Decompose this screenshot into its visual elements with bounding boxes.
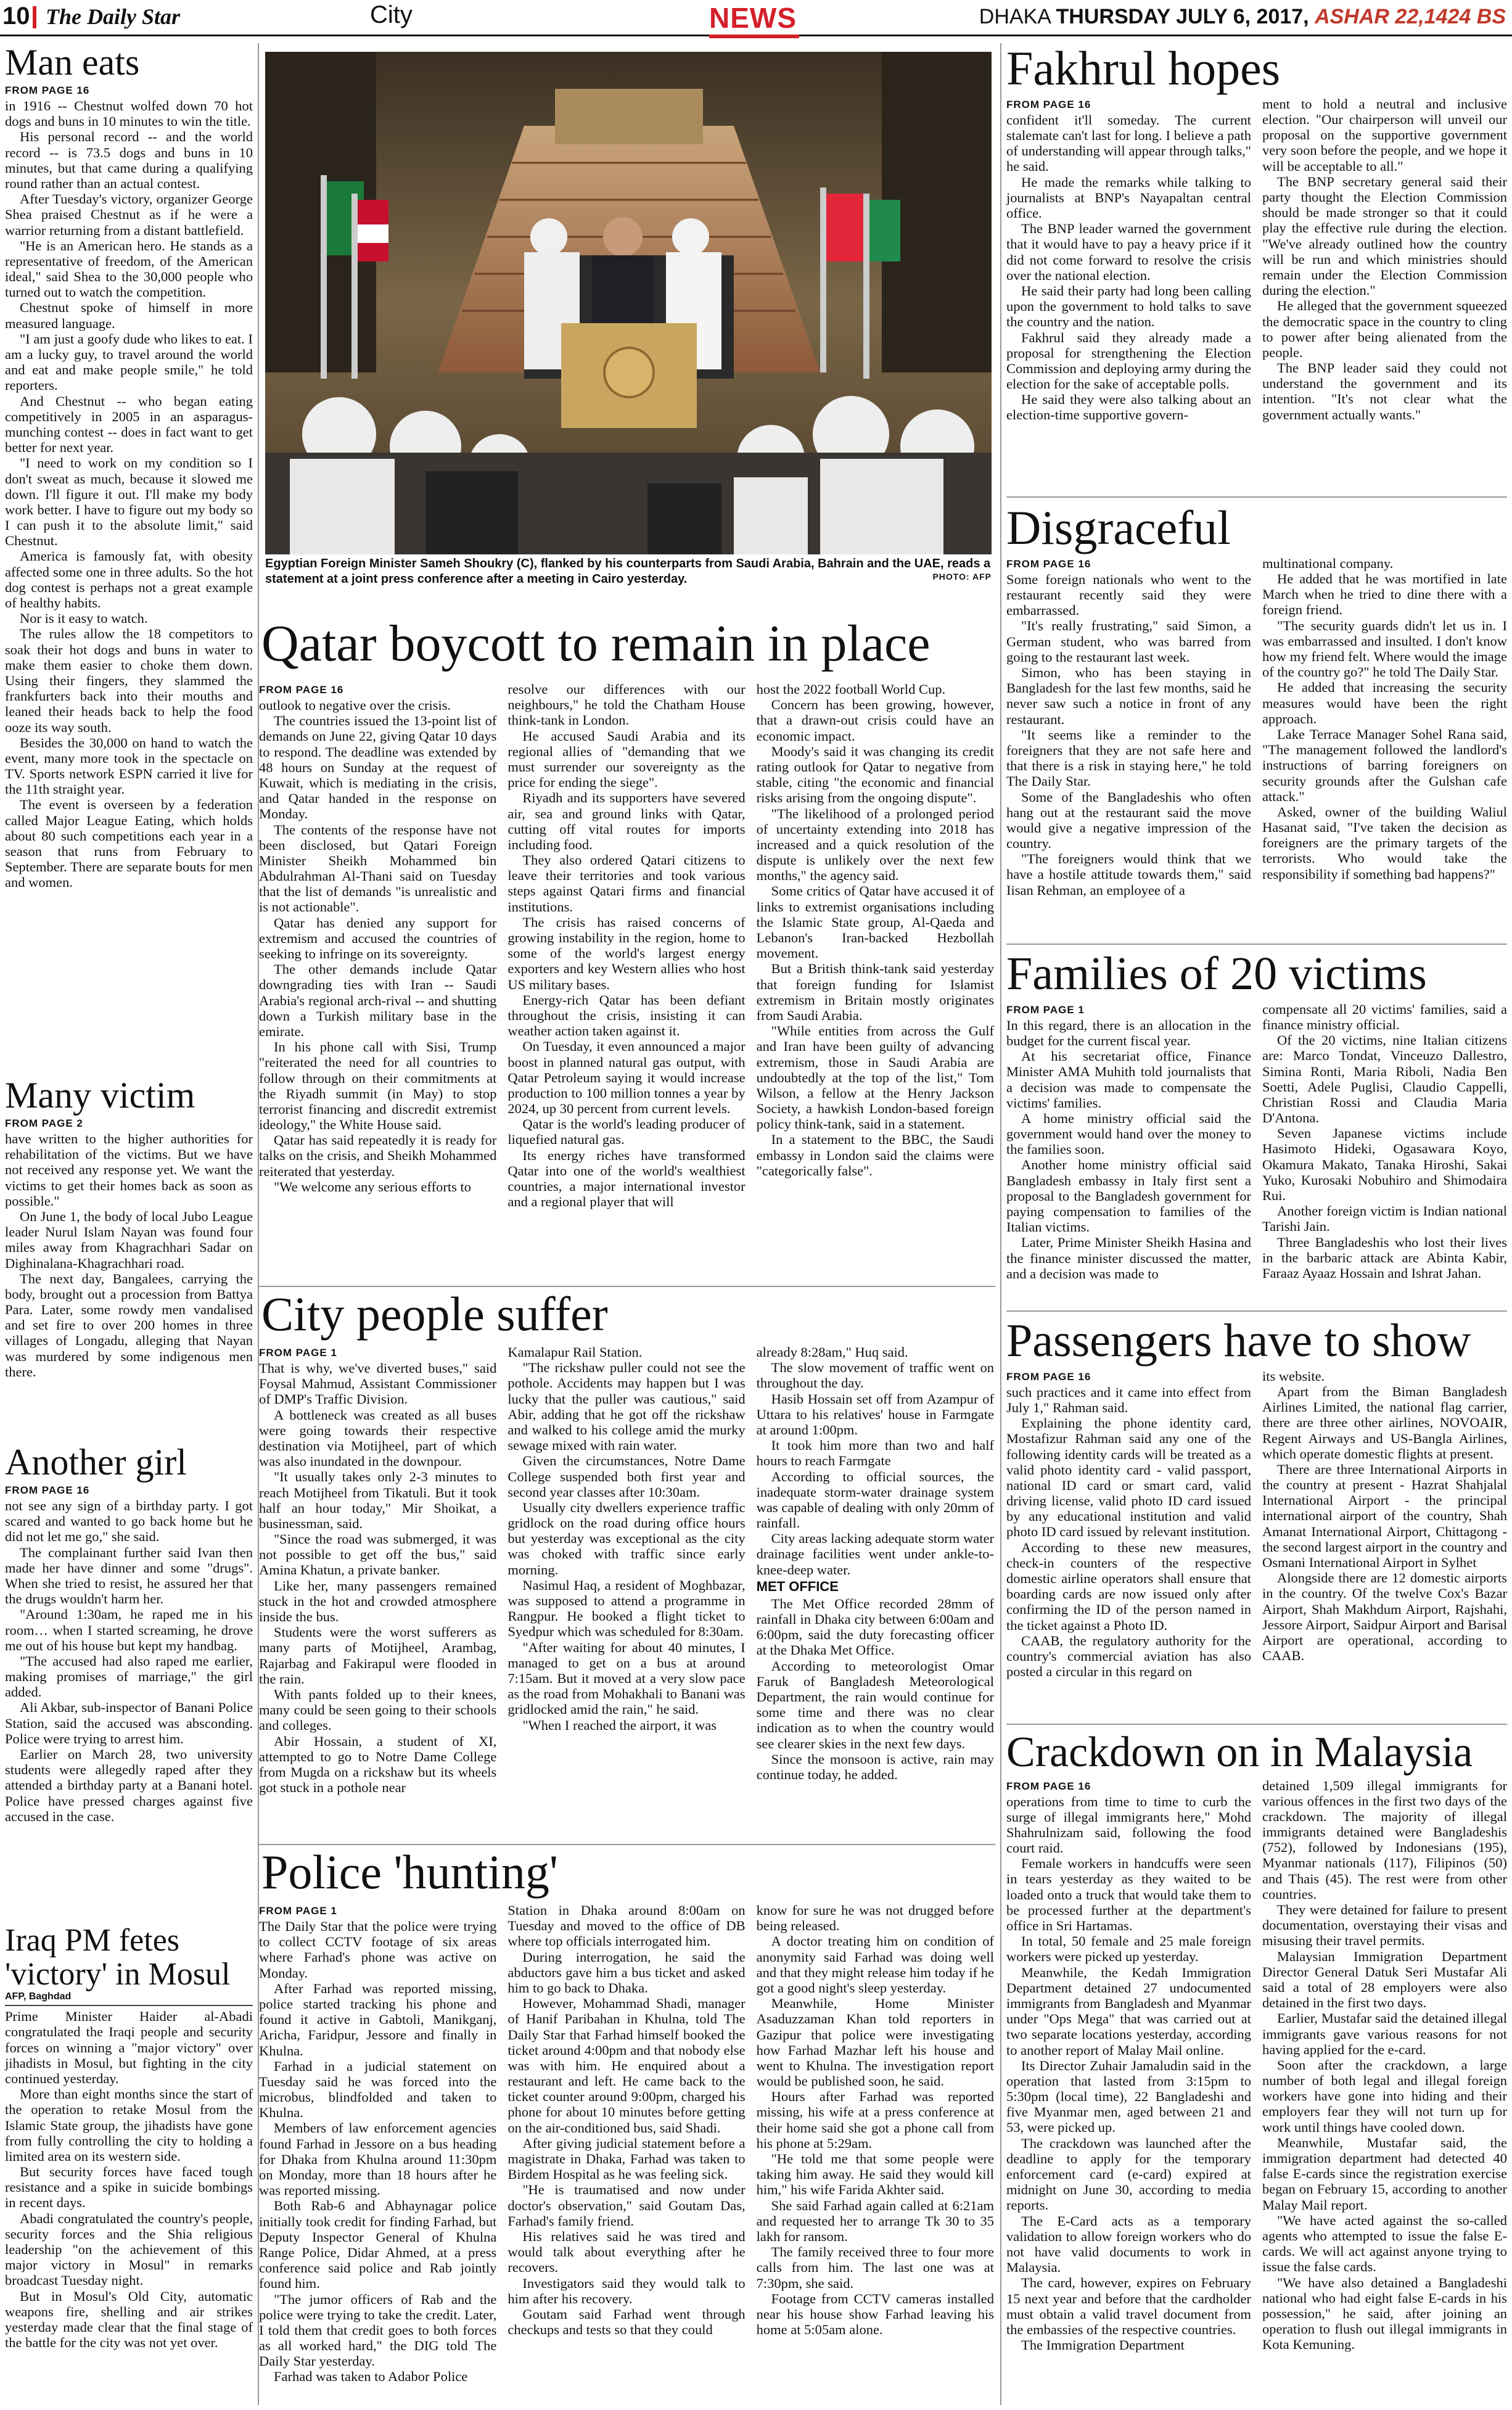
paragraph: City areas lacking adequate storm water drainage facilities went under ankle-to-knee-deep water. [756,1531,994,1577]
column [1262,1778,1507,2353]
paragraph: Some foreign nationals who went to the restaurant recently said they were embarrassed. [1006,571,1251,619]
paragraph: And Chestnut -- who began eating competitively in 2005 in an asparagus-munching contest -- does in fact want to get better for next year. [5,393,253,456]
column [757,1344,994,1577]
section-rule [1006,1310,1507,1312]
paragraph: In this regard, there is an allocation in the budget for the current fiscal year. [1006,1017,1251,1048]
paragraph: His personal record -- and the world record -- is 73.5 dogs and buns in 10 minutes, but that came during a qualifying round rather than an actual contest. [5,129,253,191]
column [1262,96,1507,422]
paragraph: The rules allow the 18 competitors to soak their hot dogs and buns in water to make them easier to choke them down. Using their fingers, they slammed the frankfurters back into their mouths and leaned their heads back to help the food ooze its way south. [5,626,253,735]
paragraph: Earlier, Mustafar said the detained illegal immigrants gave various reasons for not having applied for the e-card. [1262,2010,1507,2057]
column [259,1919,496,2385]
headline: City people suffer [261,1287,608,1341]
paragraph: But a British think-tank said yesterday that foreign funding for Islamist extremism in Britain mostly originates from Saudi Arabia. [756,961,994,1023]
paper-name: The Daily Star [46,4,181,29]
news-underline [709,35,799,38]
paragraph: Its Director Zuhair Jamaludin said in the operation that lasted from 3:15pm to 5:30pm (local time), 22 Bangladeshi and five Myanmar men, aged between 21 and 53, were picked up. [1006,2057,1251,2136]
story-city-people [259,1289,995,1339]
headline: Qatar boycott to remain in place [261,615,931,672]
headline: Families of 20 victims [1006,948,1427,1000]
story-disgraceful [1006,503,1507,898]
paragraph: have written to the higher authorities for rehabilitation of the victims. But we have not received any response yet. We want the victims to get their homes back as soon as possible." [5,1131,253,1209]
paragraph: compensate all 20 victims' families, said a finance ministry official. [1262,1001,1507,1032]
paragraph: Energy-rich Qatar has been defiant throughout the crisis, insisting it can weather action taken against it. [507,992,746,1039]
news-label: NEWS [709,2,797,34]
story-families [1006,950,1507,1281]
paragraph: its website. [1262,1368,1325,1384]
headline: Police 'hunting' [261,1845,558,1899]
paragraph: Besides the 30,000 on hand to watch the event, many more took in the spectacle on TV. Sports network ESPN carried it live for the 11th straight year. [5,734,253,797]
paragraph: He alleged that the government squeezed the democratic space in the country to cling to power after being alienated from the people. [1262,298,1507,360]
story-many-victim [5,1076,253,1380]
paragraph: multinational company. [1262,555,1394,571]
paragraph: The slow movement of traffic went on throughout the day. [756,1360,994,1391]
paragraph: He added that he was mortified in late March when he tried to dine there with a foreign friend. [1262,571,1507,618]
paragraph: The event is overseen by a federation called Major League Eating, which holds about 80 such competitions each year in a season that runs from February to September. There are separate bouts for men and women. [5,797,253,890]
section-rule [1006,496,1507,498]
paragraph: According to official sources, the inadequate storm-water drainage system was capable of dealing with only 20mm of rainfall. [756,1468,994,1531]
paragraph: They were detained for failure to present documentation, overstaying their visas and misusing their travel permits. [1262,1902,1507,1949]
paragraph: such practices and it came into effect from July 1," Rahman said. [1006,1384,1251,1415]
section-rule [1006,1724,1507,1725]
column [1006,1794,1251,2353]
from-page: FROM PAGE 1 [1006,1003,1085,1016]
paragraph: After Farhad was reported missing, police started tracking his phone and found it active in Gabtoli, Manikganj, Aricha, Faridpur, Jessore and finally in Khulna. [259,1980,497,2058]
paragraph: But security forces have faced tough resistance and a spike in suicide bombings in recent days. [5,2164,253,2211]
paragraph: During interrogation, he said the abductors gave him a bus ticket and asked him to go back to Dhaka. [507,1949,746,1996]
story-body [5,1131,253,1380]
paragraph: Alongside there are 12 domestic airports in the country. Of the twelve Cox's Bazar Airport, Shah Makhdum Airport, Rajshahi, Jessore Airport, Saidpur Airport and Barisal Airport are operational, according to CAAB. [1262,1570,1507,1664]
paragraph: In a statement to the BBC, the Saudi embassy in London said the claims were "categorically false". [756,1132,994,1178]
paragraph: "The rickshaw puller could not see the pothole. Accidents may happen but I was lucky that the puller was cautious," said Abir, adding that he got off the rickshaw and walked to his college amid the murky sewage mixed with rain water. [507,1360,746,1454]
headline: Another girl [5,1442,187,1483]
paragraph: In his phone call with Sisi, Trump "reiterated the need for all countries to follow through on their commitments at the Riyadh summit (in May) to stop terrorist financing and discredit extremist ideology," the White House said. [259,1039,497,1133]
headline: Iraq PM fetes 'victory' in Mosul [5,1923,231,1992]
paragraph: Ali Akbar, sub-inspector of Banani Police Station, said the accused was absconding. Police were trying to arrest him. [5,1700,253,1746]
paragraph: "The accused had also raped me earlier, making promises of marriage," the girl added. [5,1653,253,1700]
paragraph: The Daily Star that the police were trying to collect CCTV footage of six areas where Farhad's phone was active on Monday. [259,1919,497,1981]
paragraph: The other demands include Qatar downgrading ties with Iran -- Saudi Arabia's regional arch-rival -- and shutting down a Turkish military base in the emirate. [259,961,497,1039]
paragraph: "We have also detained a Bangladeshi national who had eight false E-cards in his possession," he said, after joining an operation to flush out illegal immigrants in Kota Kemuning. [1262,2274,1507,2353]
paragraph: It took him more than two and half hours to reach Farmgate [756,1437,994,1469]
column [1006,112,1251,423]
story-passengers [1006,1317,1507,1679]
photo-caption: Egyptian Foreign Minister Sameh Shoukry (C), flanked by his counterparts from Saudi Arabia, Bahrain and the UAE, reads a statement at a joint press conference after a meeting in Cairo yesterday. PHOTO: AFP [265,557,992,586]
from-page: FROM PAGE 16 [1006,1780,1091,1792]
paragraph: "It usually takes only 2-3 minutes to reach Motijheel from Tikatuli. But it took half an hour today," Mir Shoikat, a businessman, said. [259,1469,497,1531]
paragraph: According to these new measures, check-in counters of the respective domestic airline operators shall ensure that boarding cards are now issued only after confirming the ID of the person named in the ticket against a Photo ID. [1006,1539,1251,1633]
paragraph: Three Bangladeshis who lost their lives in the barbaric attack are Abinta Kabir, Faraaz Ayaaz Hossain and Ishrat Jahan. [1262,1234,1507,1281]
story-fakhrul [1006,43,1507,423]
paragraph: Investigators said they would talk to him after his recovery. [507,2275,746,2306]
paragraph: "He is an American hero. He stands as a representative of freedom, of the American ideal," said Shea to the 30,000 people who turned out to watch the competition. [5,237,253,300]
paragraph: Prime Minister Haider al-Abadi congratulated the Iraqi people and security forces on winning a "major victory" over jihadists in Mosul, but fighting in the city continued yesterday. [5,2009,253,2086]
paragraph: America is famously fat, with obesity affected some one in three adults. So the hot dog contest is perhaps not a great example of healthy habits. [5,548,253,611]
paragraph: "Since the road was submerged, it was not possible to get off the bus," said Amina Khatun, a private banker. [259,1531,497,1578]
paragraph: Riyadh and its supporters have severed air, sea and ground links with Qatar, cutting off vital routes for imports including food. [507,790,746,852]
paragraph: Kamalapur Rail Station. [507,1344,643,1360]
paragraph: operations from time to time to curb the surge of illegal immigrants here," Mohd Shahrulnizam said, following the food court raid. [1006,1793,1251,1856]
paragraph: Explaining the phone identity card, Mostafizur Rahman said any one of the following identity cards will be treated as a valid photo identity card - valid passport, national ID card or smart card, valid driving license, valid photo ID card issued by any educational institution and valid photo ID card issued by relevant institution. [1006,1415,1251,1540]
paragraph: CAAB, the regulatory authority for the country's commercial aviation has also posted a circular in this regard on [1006,1632,1251,1680]
column [757,681,994,1178]
paragraph: The contents of the response have not been disclosed, but Qatari Foreign Minister Sheikh Mohammed bin Abdulrahman Al-Thani said on Tuesday that the list of demands "is unrealistic and is not actionable". [259,821,497,915]
paragraph: Soon after the crackdown, a large number of both legal and illegal foreign workers have gone into hiding and their employers fear they will not turn up for work until things have cooled down. [1262,2057,1507,2135]
paragraph: A doctor treating him on condition of anonymity said Farhad was doing well and that they might release him today if he got a good night's sleep yesterday. [756,1933,994,1996]
column [1006,572,1251,898]
paragraph: The BNP leader warned the government that it would have to pay a heavy price if it did not come forward to resolve the crisis over the national election. [1006,221,1251,283]
story-qatar [259,617,995,671]
column [1262,556,1507,882]
paragraph: outlook to negative over the crisis. [259,697,451,713]
paragraph: His relatives said he was tired and would talk about everything after he recovers. [507,2228,746,2276]
paragraph: A bottleneck was created as all buses were going towards their respective destination via Motijheel, part of which was also inundated in the downpour. [259,1407,497,1470]
paragraph: Farhad was taken to Adabor Police [274,2369,468,2385]
paragraph: "He told me that some people were taking him away. He said they would kill him," his wife Farida Akhter said. [756,2151,994,2198]
paragraph: "The jumor officers of Rab and the police were trying to take the credit. Later, I told them that credit goes to both forces as all worked hard," the DIG told The Daily Star yesterday. [259,2291,497,2369]
paragraph: "The security guards didn't let us in. I was embarrassed and insulted. I don't know how my friend felt. Where would the image of the country go?" he told The Daily Star. [1262,617,1507,680]
paragraph: A home ministry official said the government would hand over the money to the families soon. [1006,1110,1251,1158]
paragraph: Usually city dwellers experience traffic gridlock on the road during office hours but yesterday was exceptional as the city was choked with traffic since early morning. [507,1499,746,1577]
column-rule [1000,43,1001,2405]
paragraph: On Tuesday, it even announced a major boost in planned natural gas output, with Qatar Petroleum saying it would increase production to 100 million tonnes a year by 2024, up 30 percent from current levels. [507,1038,746,1117]
paragraph: Some of the Bangladeshis who often hang out at the restaurant said the move would give a negative impression of the country. [1006,789,1251,852]
paragraph: not see any sign of a birthday party. I got scared and wanted to go back home but he did not let me go," she said. [5,1498,253,1545]
story-iraq-pm [5,1924,253,2350]
paragraph: "I am just a goofy dude who likes to eat. I am a lucky guy, to travel around the world and eat and make people smile," he told reporters. [5,331,253,393]
paragraph: Lake Terrace Manager Sohel Rana said, "The management followed the landlord's instructions of barring foreigners on security grounds after the Gulshan cafe attack." [1262,726,1507,804]
paragraph: After Tuesday's victory, organizer George Shea praised Chestnut as if he were a warrior returning from a distant battlefield. [5,191,253,238]
paragraph: Fakhrul said they already made a proposal for strengthening the Election Commission and deploying army during the election for the sake of acceptable polls. [1006,329,1251,392]
column [1006,1384,1251,1680]
paragraph: The family received three to four more calls from him. The last one was at 7:30pm, she said. [756,2244,994,2291]
paragraph: Moody's said it was changing its credit rating outlook for Qatar to negative from stable, citing "the economic and financial risks arising from the ongoing dispute". [756,743,994,806]
paragraph: Meanwhile, Mustafar said, the immigration department had detected 40 false E-cards since the registration exercise began on February 15, according to another Malay Mail report. [1262,2134,1507,2213]
photo-credit: PHOTO: AFP [932,572,992,582]
paragraph: Its energy riches have transformed Qatar into one of the world's wealthiest countries, a major international investor and a regional player that will [507,1147,746,1210]
story-body [5,98,253,890]
photo-illustration [265,52,992,554]
paragraph: Earlier on March 28, two university students were allegedly raped after they attended a birthday party at a Banani hotel. Police have pressed charges against five accused in the case. [5,1746,253,1824]
column [757,1902,994,2337]
paragraph: "While entities from across the Gulf and Iran have been guilty of advancing extremism, those in Saudi Arabia are undoubtedly at the top of the list," Tom Wilson, a fellow at the Henry Jackson Society, a hawkish London-based foreign policy think-tank, said in a statement. [756,1023,994,1132]
paragraph: Goutam said Farhad went through checkups and tests so that they could [507,2306,746,2338]
column [507,1344,745,1733]
paragraph: in 1916 -- Chestnut wolfed down 70 hot dogs and buns in 10 minutes to win the title. [5,98,253,130]
paragraph: That is why, we've diverted buses," said Foysal Mahmud, Assistant Commissioner of DMP's Traffic Division. [259,1360,497,1407]
paragraph: detained 1,509 illegal immigrants for various offences in the first two days of the crackdown. The majority of illegal immigrants detained were Bangladeshis (752), followed by Indonesians (195), Myanmar nationals (117), Filipinos (50) and Thais (45). The rest were from other countries. [1262,1777,1507,1902]
from-page: FROM PAGE 16 [1006,1370,1091,1383]
paragraph: There are three International Airports in the country at present - Hazrat Shahjalal International Airport - the principal international airport of the country, Shah Amanat International Airport, Chittagong - the second largest airport in the country and Osmani International Airport in Sylhet [1262,1461,1507,1571]
paragraph: Chestnut spoke of himself in more measured language. [5,300,253,331]
paragraph: After giving judicial statement before a magistrate in Dhaka, Farhad was taken to Birdem Hospital as he was feeling sick. [507,2135,746,2182]
paragraph: Station in Dhaka around 8:00am on Tuesday and moved to the office of DB where top officials interrogated him. [507,1902,746,1949]
headline: Crackdown on in Malaysia [1006,1729,1473,1776]
paragraph: She said Farhad again called at 6:21am and requested her to arrange Tk 30 to 35 lakh for ransom. [756,2197,994,2244]
paragraph: He added that increasing the security measures would have been the right approach. [1262,680,1507,726]
paragraph: He said their party had long been calling upon the government to hold talks to save the country and the nation. [1006,282,1251,330]
paragraph: He said they were also talking about an election-time supportive govern- [1006,392,1251,423]
paragraph: Abadi congratulated the country's people, security forces and the Shia religious leadership "on the achievement of this major victory in Mosul" in remarks broadcast Tuesday night. [5,2210,253,2289]
paragraph: Given the circumstances, Notre Dame College suspended both first year and second year classes after 10:30am. [507,1453,746,1500]
paragraph: "The foreigners would think that we have a hostile attitude towards them," said Iisan Rehman, an employee of a [1006,851,1251,898]
headline: Passengers have to show [1006,1315,1471,1367]
subhead: MET OFFICE [756,1578,839,1594]
section-rule [1006,944,1507,945]
city-people-body [259,1344,994,1795]
paragraph: Another foreign victim is Indian national Tarishi Jain. [1262,1203,1507,1235]
dateline: DHAKA THURSDAY JULY 6, 2017, ASHAR 22,1424 BS [979,5,1506,28]
paragraph: Meanwhile, the Kedah Immigration Department detained 27 undocumented immigrants from Bangladesh and Myanmar under "Ops Mega" that was carried out at two separate locations yesterday, according to another report of Malay Mail online. [1006,1964,1251,2058]
paragraph: Nor is it easy to watch. [20,611,148,627]
paragraph: On June 1, the body of local Jubo League leader Nurul Islam Nayan was found four miles away from Khagrachhari Sadar on Dighinalana-Khagrachhari road. [5,1208,253,1271]
headline: Fakhrul hopes [1006,41,1281,95]
paragraph: The crisis has raised concerns of growing instability in the region, home to some of the world's largest energy exporters and key Western allies who host US military bases. [507,914,746,992]
paragraph: The complainant further said Ivan then made her have dinner and some "drugs". When she tried to resist, he assured her that the drugs wouldn't harm her. [5,1544,253,1607]
paragraph: But in Mosul's Old City, automatic weapons fire, shelling and air strikes yesterday made clear that the final stage of the battle for the city was not yet over. [5,2288,253,2351]
paragraph: confident it'll someday. The current stalemate can't last for long. I believe a path of understanding will appear through talks," he said. [1006,112,1251,175]
story-body [5,2009,253,2350]
qatar-body [259,681,994,1209]
paragraph: Later, Prime Minister Sheikh Hasina and the finance minister discussed the matter, and a decision was made to [1006,1235,1251,1281]
paragraph: The E-Card acts as a temporary validation to allow foreign workers who do not have valid documents to work in Malaysia. [1006,2213,1251,2276]
headline: Many victim [5,1075,195,1116]
section-label: City [370,1,413,28]
paragraph: Apart from the Biman Bangladesh Airlines Limited, the national flag carrier, there are three other airlines, NOVOAIR, Regent Airways and US-Bangla Airlines, which operate domestic flights at present. [1262,1383,1507,1462]
paragraph: "After waiting for about 40 minutes, I managed to get on a bus at around 7:15am. But it moved at a very slow pace as the road from Mohakhali to Banani was gridlocked amid the rain," he said. [507,1639,746,1717]
paragraph: "Around 1:30am, he raped me in his room… when I started screaming, he drove me out of his house but kept my handbag. [5,1606,253,1653]
paragraph: He accused Saudi Arabia and its regional allies of "demanding that we must surrender our sovereignty as the price for ending the siege". [507,728,746,791]
paragraph: Farhad in a judicial statement on Tuesday said he was forced into the microbus, blindfolded and taken to Khulna. [259,2058,497,2121]
paragraph: Footage from CCTV cameras installed near his house show Farhad leaving his home at 5:05am alone. [756,2290,994,2338]
paragraph: "It seems like a reminder to the foreigners that they are not safe here and that there is a risk in staying here," he told The Daily Star. [1006,726,1251,789]
paragraph: Both Rab-6 and Abhaynagar police initially took credit for finding Farhad, but Deputy Inspector General of Khulna Range Police, Didar Ahmed, at a press conference said police and Rab jointly found him. [259,2198,497,2292]
paragraph: Of the 20 victims, nine Italian citizens are: Marco Tondat, Vinceuzo Dallestro, Simina Ronti, Maria Riboli, Nadia Ben Soetti, Adele Puglisi, Claudio Cappelli, Christian Rossi and Claudia Maria D'Antona. [1262,1032,1507,1126]
paragraph: The next day, Bangalees, carrying the body, brought out a procession from Battya Para. Later, some rowdy men vandalised and set fire to over 200 homes in three villages of Longadu, alleging that Nayan was murdered by some indigenous men there. [5,1270,253,1380]
paragraph: The BNP secretary general said their party thought the Election Commission should be made stronger so that it could play the effective rule during the election. "We've already outlined how the country will be run and which ministries should remain under the Election Commission during the election." [1262,173,1507,298]
paragraph: Students were the worst sufferers as many parts of Motijheel, Arambag, Rajarbag and Fakirapul were flooded in the rain. [259,1624,497,1687]
paragraph: The crackdown was launched after the deadline to apply for the temporary enforcement card (e-card) expired at midnight on June 30, according to media reports. [1006,2135,1251,2213]
paragraph: "When I reached the airport, it was [522,1717,717,1733]
headline: Man eats [5,42,140,83]
headline: Disgraceful [1006,501,1231,554]
paragraph: The BNP leader said they could not understand the government and its intention. "It's not clear what the government actually wants." [1262,360,1507,422]
paragraph: Asked, owner of the building Waliul Hasanat said, "I've taken the decision as foreigners are the primary targets of the terrorists. Who would take the responsibility if something bad happens?" [1262,804,1507,882]
paragraph: Simon, who has been staying in Bangladesh for the last few months, said he never saw such a notice in front of any restaurant. [1006,665,1251,727]
paragraph: know for sure he was not drugged before being released. [756,1902,994,1934]
column [1006,1018,1251,1281]
from-page: FROM PAGE 2 [5,1117,83,1129]
from-page: FROM PAGE 16 [259,684,344,696]
story-malaysia [1006,1730,1507,2353]
paragraph: Qatar has denied any support for extremism and accused the countries of seeking to infringe on its sovereignty. [259,915,497,961]
column [507,1902,745,2337]
paragraph: In total, 50 female and 25 male foreign workers were picked up yesterday. [1006,1933,1251,1965]
paragraph: However, Mohammad Shadi, manager of Hanif Paribahan in Khulna, told The Daily Star that Farhad himself booked the ticket around 4:00pm and that nobody else was with him. He enquired about a restaurant and left. He came back to the ticket counter around 9:00pm, charged his phone for about 10 minutes before getting on the air-conditioned bus, said Shadi. [507,1996,746,2136]
column [259,1360,496,1795]
column [1262,1368,1507,1664]
paragraph: "He is traumatised and now under doctor's observation," said Goutam Das, Farhad's family friend. [507,2182,746,2229]
paragraph: "We have acted against the so-called agents who attempted to issue the false E-cards. We will act against anyone trying to issue the false cards. [1262,2212,1507,2275]
masthead [0,0,1512,36]
paragraph: Members of law enforcement agencies found Farhad in Jessore on a bus heading for Dhaka from Khulna around 11:30pm on Monday, more than 18 hours after he was reported missing. [259,2120,497,2198]
paragraph: "We welcome any serious efforts to [274,1178,471,1195]
paragraph: "The likelihood of a prolonged period of uncertainty extending into 2018 has increased and a quick resolution of the dispute is unlikely over the next few months," the agency said. [756,805,994,884]
column [1262,1001,1507,1281]
paragraph: Female workers in handcuffs were seen in tears yesterday as they waited to be loaded onto a truck that would take them to be processed further at the department's office in Sri Hartamas. [1006,1856,1251,1933]
paragraph: The Immigration Department [1021,2337,1185,2353]
paragraph: Another home ministry official said Bangladesh embassy in Italy first sent a proposal to the Bangladesh government for paying compensation to families of the Italian victims. [1006,1157,1251,1235]
paragraph: With pants folded up to their knees, many could be seen going to their schools and colleges. [259,1686,497,1733]
paragraph: Nasimul Haq, a resident of Moghbazar, was supposed to attend a programme in Rangpur. He booked a flight ticket to Syedpur which was scheduled for 8:30am. [507,1577,746,1640]
paragraph: host the 2022 football World Cup. [756,681,946,697]
paragraph: Some critics of Qatar have accused it of links to extremist organisations including the Islamic State group, Al-Qaeda and Lebanon's Iran-backed Hezbollah movement. [756,883,994,961]
paragraph: Malaysian Immigration Department Director General Datuk Seri Mustafar Ali said a total of 28 employers were also detained in the first two days. [1262,1948,1507,2011]
page-number: 10 [2,2,36,30]
paragraph: Hours after Farhad was reported missing, his wife at a press conference at their home said she got a phone call from his phone at 5:29am. [756,2089,994,2151]
story-man-eats [5,43,253,890]
paragraph: Meanwhile, Home Minister Asaduzzaman Khan told reporters in Gazipur that police were investigating how Farhad Mazhar left his house and went to Khulna. The investigation report would be published soon, he said. [756,1996,994,2089]
column [259,697,496,1195]
paragraph: Since the monsoon is active, rain may continue today, he added. [756,1751,994,1782]
story-body [5,1498,253,1824]
paragraph: The Met Office recorded 28mm of rainfall in Dhaka city between 6:00am and 6:00pm, said the duty forecasting officer at the Dhaka Met Office. [756,1595,994,1658]
from-page: FROM PAGE 16 [5,84,90,96]
column [757,1596,994,1782]
paragraph: According to meteorologist Omar Faruk of Bangladesh Meteorological Department, the rain would continue for some time and there was no clear indication as to when the country would see clearer skies in the next few days. [756,1658,994,1751]
paragraph: They also ordered Qatari citizens to leave their territories and took various steps against Qatari firms and financial institutions. [507,852,746,915]
from-page: FROM PAGE 1 [259,1905,337,1917]
paragraph: The card, however, expires on February 15 next year and before that the cardholder must obtain a valid travel document from the embassies of the respective countries. [1006,2275,1251,2337]
paragraph: resolve our differences with our neighbours," he told the Chatham House think-tank in London. [507,681,746,728]
byline: AFP, Baghdad [5,1991,72,2002]
press-conference-photo [265,52,992,554]
paragraph: ment to hold a neutral and inclusive election. "Our chairperson will unveil our proposal on the supportive government very soon before the people, and we hope it will be acceptable to all." [1262,96,1507,174]
paragraph: More than eight months since the start of the operation to retake Mosul from the Islamic State group, the jihadists have gone from fully controlling the city to holding a limited area on its western side. [5,2086,253,2164]
paragraph: "It's really frustrating," said Simon, a German student, who was barred from going to the restaurant last week. [1006,618,1251,665]
paragraph: Abir Hossain, a student of XI, attempted to go to Notre Dame College from Mugda on a rickshaw but its wheels got stuck in a pothole near [259,1733,497,1796]
paragraph: already 8:28am," Huq said. [756,1344,908,1360]
from-page: FROM PAGE 1 [259,1347,337,1359]
story-police [259,1847,995,1898]
story-another-girl [5,1443,253,1824]
column [507,681,745,1209]
paragraph: Qatar is the world's leading producer of liquefied natural gas. [507,1116,746,1148]
paragraph: The countries issued the 13-point list of demands on June 22, giving Qatar 10 days to respond. The deadline was extended by 48 hours on Sunday at the request of Kuwait, which is mediating in the crisis, and Qatar handed in the response on Monday. [259,713,497,822]
from-page: FROM PAGE 16 [5,1484,90,1496]
paragraph: Seven Japanese victims include Hasimoto Hideki, Ogasawara Koyo, Okamura Makato, Tanaka Hiroshi, Sakai Yuko, Kurosaki Nobuhiro and Shimodaira Rui. [1262,1125,1507,1204]
from-page: FROM PAGE 16 [1006,557,1091,570]
from-page: FROM PAGE 16 [1006,98,1091,110]
paragraph: Concern has been growing, however, that a drawn-out crisis could have an economic impact. [756,697,994,744]
paragraph: He made the remarks while talking to journalists at BNP's Nayapaltan central office. [1006,174,1251,221]
paragraph: Hasib Hossain set off from Azampur of Uttara to his relatives' house in Farmgate at around 1:00pm. [756,1391,994,1437]
paragraph: At his secretariat office, Finance Minister AMA Muhith told journalists that a decision was made to compensate the victims' families. [1006,1048,1251,1111]
paragraph: Like her, many passengers remained stuck in the hot and crowded atmosphere inside the bus. [259,1577,497,1624]
paragraph: "I need to work on my condition so I don't sweat as much, because it slowed me down. I'll figure it out. I'll make my body work better. I have to figure out my body so I can push it to the absolute limit," said Chestnut. [5,455,253,549]
police-body [259,1902,994,2385]
paragraph: Qatar has said repeatedly it is ready for talks on the crisis, and Sheikh Mohammed reiterated that yesterday. [259,1132,497,1179]
